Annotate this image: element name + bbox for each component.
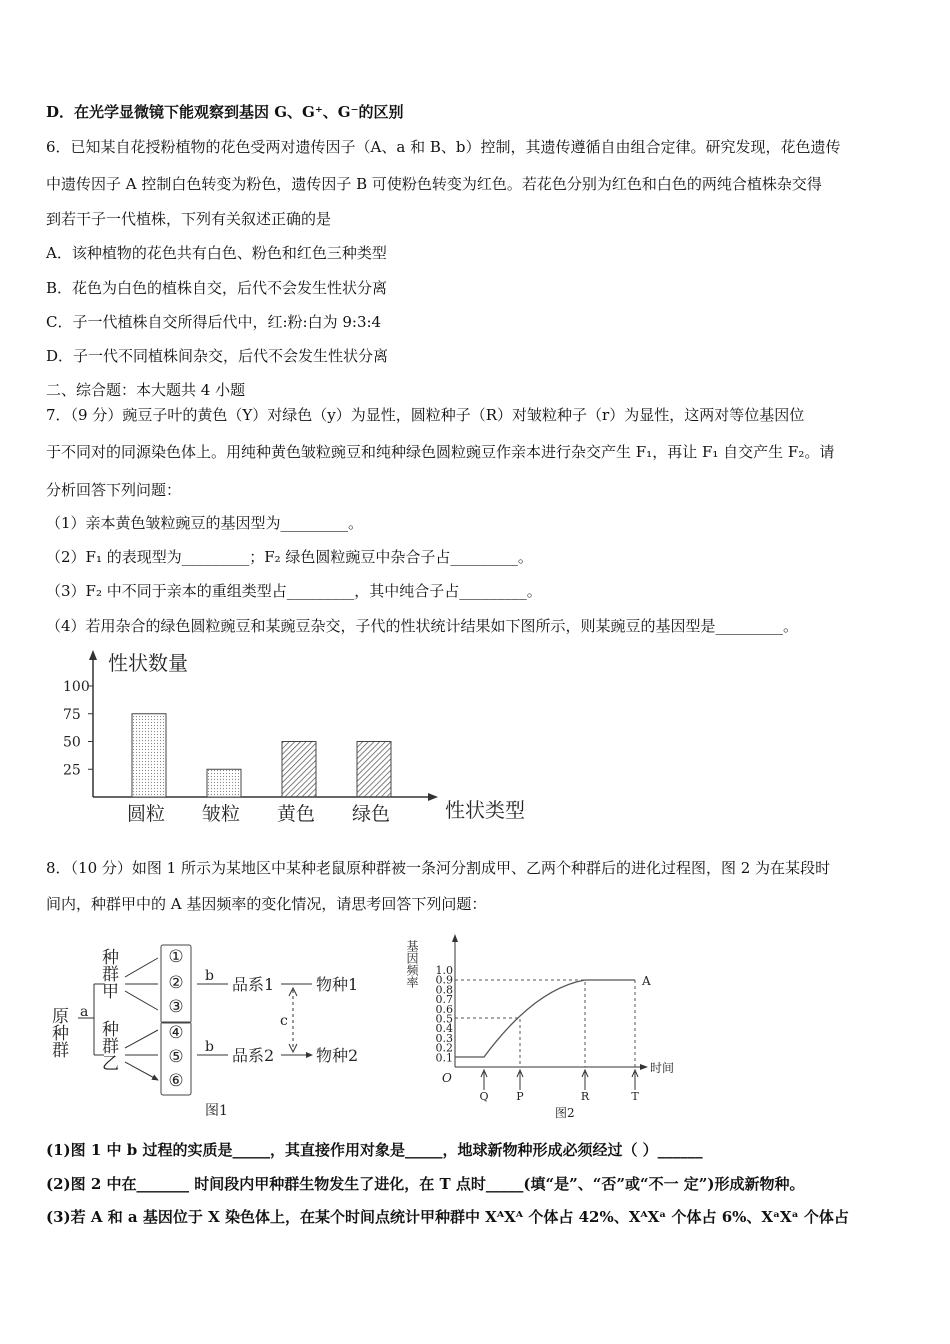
y-tick-label: 0.6 [435, 1002, 453, 1016]
species-2-label: 物种2 [316, 1046, 359, 1065]
strain-1-label: 品系1 [232, 975, 275, 994]
y-axis-title: 基因频率 [405, 940, 419, 988]
q6-option-c: C．子一代植株自交所得后代中，红:粉:白为 9:3:4 [46, 313, 382, 331]
y-tick-label: 0.7 [435, 993, 453, 1007]
process-b-label-2: b [205, 1039, 214, 1055]
y-tick-label: 0.9 [435, 973, 453, 987]
q8-stem-1: 8．（10 分）如图 1 所示为某地区中某种老鼠原种群被一条河分割成甲、乙两个种群后的进化过程图，图 2 为在某段时 [46, 859, 831, 877]
strain-2-label: 品系2 [232, 1046, 275, 1065]
q8-sub-2: (2)图 2 中在_______ 时间段内甲种群生物发生了进化，在 T 点时_____(填“是”、“否”或“不一 定”)形成新物种。 [46, 1175, 805, 1193]
subpopulation-1: ① [168, 947, 184, 967]
subpopulation-3: ③ [168, 997, 184, 1017]
y-tick-label: 50 [63, 734, 81, 751]
x-axis-title: 性状类型 [445, 798, 525, 822]
subpopulation-2: ② [168, 973, 184, 993]
q7-stem-3: 分析回答下列问题： [46, 481, 182, 499]
q6-stem-2: 中遗传因子 A 控制白色转变为粉色，遗传因子 B 可使粉色转变为红色。若花色分别为红色和白色的两纯合植株杂交得 [46, 175, 822, 193]
x-tick-label: 黄色 [277, 803, 316, 825]
x-point-label: Q [479, 1090, 489, 1103]
x-tick-label: 绿色 [352, 803, 391, 825]
q8-sub-3: (3)若 A 和 a 基因位于 X 染色体上，在某个时间点统计甲种群中 XᴬXᴬ 个体占 42%、XᴬXᵃ 个体占 6%、XᵃXᵃ 个体占 [46, 1208, 849, 1226]
q6-stem-1: 6．已知某自花授粉植物的花色受两对遗传因子（A、a 和 B、b）控制，其遗传遵循自由组合定律。研究发现，花色遗传 [46, 138, 841, 156]
subpopulation-5: ⑤ [168, 1047, 184, 1067]
trait-bar-chart [0, 640, 560, 840]
x-tick-label: 圆粒 [127, 803, 166, 825]
q7-sub-4: （4）若用杂合的绿色圆粒豌豆和某豌豆杂交，子代的性状统计结果如下图所示，则某豌豆的基因型是_________。 [46, 617, 799, 635]
y-tick-label: 1.0 [435, 964, 453, 977]
x-point-label: P [516, 1090, 524, 1103]
x-point-label: R [580, 1090, 590, 1103]
q5-option-d: D．在光学显微镜下能观察到基因 G、G⁺、G⁻的区别 [46, 103, 404, 121]
x-axis-title: 时间 [650, 1061, 675, 1075]
y-tick-label: 25 [63, 762, 81, 779]
y-tick-label: 0.5 [435, 1012, 453, 1026]
process-a-label: a [80, 1004, 89, 1020]
q7-sub-2: （2）F₁ 的表现型为_________；F₂ 绿色圆粒豌豆中杂合子占_________。 [46, 548, 533, 566]
q6-option-d: D．子一代不同植株间杂交，后代不会发生性状分离 [46, 347, 389, 365]
origin-label: O [442, 1071, 452, 1085]
bar-皱粒 [207, 769, 241, 797]
population-a-label: 种群甲 [98, 948, 118, 999]
y-tick-label: 0.3 [435, 1031, 453, 1045]
y-axis-title: 性状数量 [108, 651, 188, 675]
bar-黄色 [282, 742, 316, 798]
population-b-label: 种群乙 [98, 1020, 118, 1071]
q7-sub-3: （3）F₂ 中不同于亲本的重组类型占_________，其中纯合子占_________。 [46, 582, 542, 600]
x-axis-arrow-icon [428, 793, 438, 801]
section-2-heading: 二、综合题：本大题共 4 小题 [46, 381, 246, 399]
figure-1-evolution-diagram [40, 930, 440, 1130]
q8-stem-2: 间内，种群甲中的 A 基因频率的变化情况，请思考回答下列问题： [46, 895, 487, 913]
figure-2-caption: 图2 [555, 1106, 575, 1120]
curve-label-a: A [642, 974, 651, 988]
x-point-label: T [631, 1090, 639, 1103]
x-tick-label: 皱粒 [202, 803, 241, 825]
process-b-label-1: b [205, 968, 214, 984]
q6-option-a: A．该种植物的花色共有白色、粉色和红色三种类型 [46, 244, 387, 262]
figure-2-gene-frequency-chart [400, 930, 700, 1130]
y-tick-label: 0.2 [435, 1041, 453, 1055]
y-axis-arrow-icon [89, 650, 97, 660]
q7-stem-1: 7．（9 分）豌豆子叶的黄色（Y）对绿色（y）为显性，圆粒种子（R）对皱粒种子（r）为显性，这两对等位基因位 [46, 406, 805, 424]
species-1-label: 物种1 [316, 975, 359, 994]
original-population-label: 原种群 [48, 1007, 68, 1058]
process-c-label: c [280, 1013, 288, 1029]
q6-stem-3: 到若干子一代植株，下列有关叙述正确的是 [46, 210, 332, 228]
y-tick-label: 0.1 [435, 1051, 453, 1065]
y-tick-label: 75 [63, 706, 81, 723]
bar-绿色 [357, 742, 391, 798]
y-tick-label: 0.4 [435, 1022, 453, 1036]
y-tick-label: 100 [63, 679, 90, 695]
subpopulation-6: ⑥ [168, 1071, 184, 1091]
subpopulation-4: ④ [168, 1023, 184, 1043]
figure-1-caption: 图1 [205, 1103, 228, 1119]
q7-stem-2: 于不同对的同源染色体上。用纯种黄色皱粒豌豆和纯种绿色圆粒豌豆作亲本进行杂交产生 F₁，再让 F₁ 自交产生 F₂。请 [46, 443, 835, 461]
q8-sub-1: (1)图 1 中 b 过程的实质是_____，其直接作用对象是_____，地球新物种形成必须经过（ ）______ [46, 1141, 703, 1159]
bar-圆粒 [132, 714, 166, 797]
q6-option-b: B．花色为白色的植株自交，后代不会发生性状分离 [46, 279, 388, 297]
y-tick-label: 0.8 [435, 983, 453, 997]
q7-sub-1: （1）亲本黄色皱粒豌豆的基因型为_________。 [46, 514, 364, 532]
